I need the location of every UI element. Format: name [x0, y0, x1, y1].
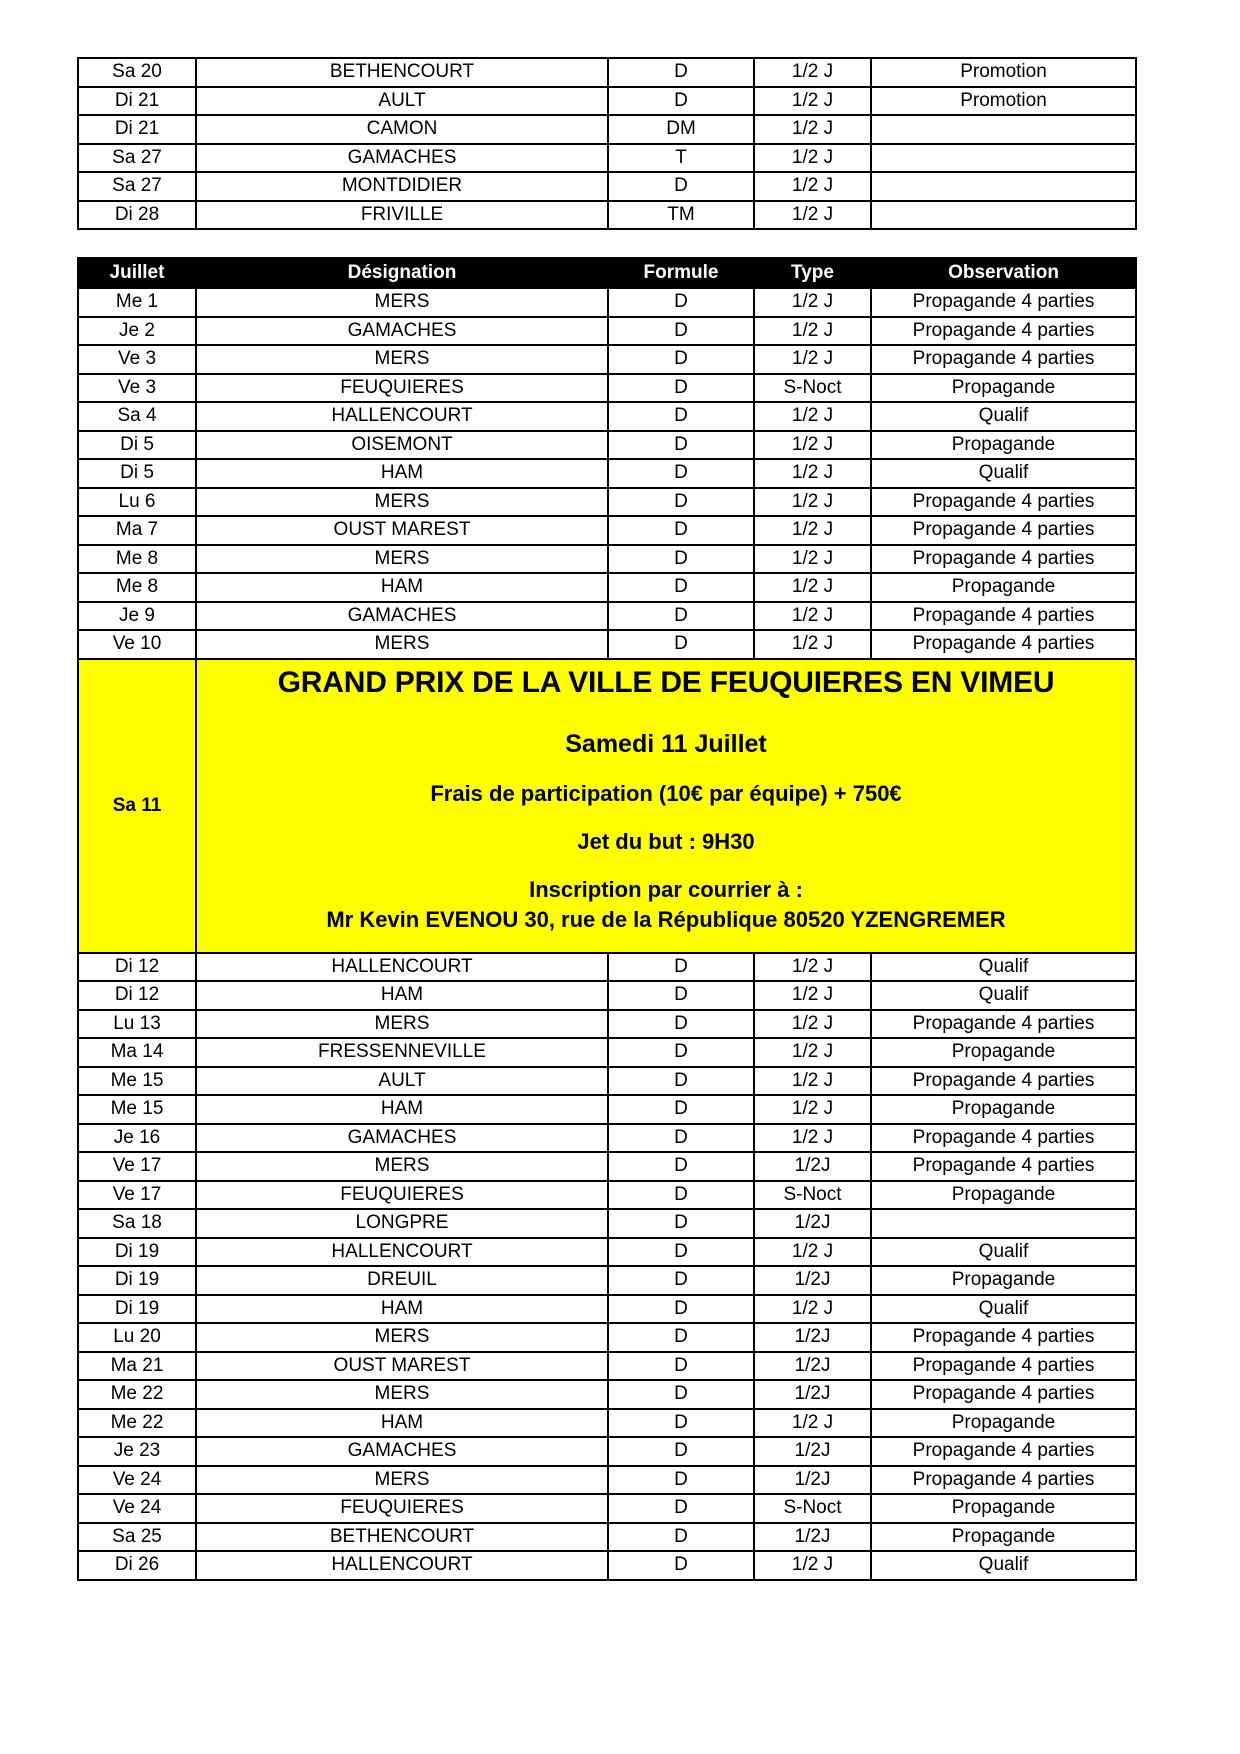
cell-formule: D	[608, 1038, 754, 1067]
table-row	[78, 630, 1136, 659]
cell-observation: Propagande 4 parties	[871, 545, 1136, 574]
cell-type: 1/2 J	[754, 981, 871, 1010]
cell-formule: D	[608, 1494, 754, 1523]
cell-type: 1/2 J	[754, 402, 871, 431]
cell-designation: OISEMONT	[196, 431, 608, 460]
cell-date: Me 15	[78, 1067, 196, 1096]
cell-observation: Propagande 4 parties	[871, 317, 1136, 346]
cell-type: 1/2J	[754, 1437, 871, 1466]
cell-date: Di 12	[78, 953, 196, 982]
july-schedule-table	[77, 257, 1137, 1581]
cell-formule: D	[608, 1523, 754, 1552]
cell-formule: D	[608, 402, 754, 431]
cell-designation: AULT	[196, 87, 608, 116]
table-row	[78, 288, 1136, 317]
table-row	[78, 345, 1136, 374]
cell-observation: Propagande 4 parties	[871, 1380, 1136, 1409]
cell-type: 1/2 J	[754, 58, 871, 87]
cell-formule: D	[608, 1466, 754, 1495]
cell-type: 1/2 J	[754, 459, 871, 488]
cell-designation: GAMACHES	[196, 602, 608, 631]
cell-date: Sa 27	[78, 144, 196, 173]
cell-type: 1/2 J	[754, 516, 871, 545]
cell-designation: MERS	[196, 345, 608, 374]
cell-observation: Propagande 4 parties	[871, 1152, 1136, 1181]
cell-designation: AULT	[196, 1067, 608, 1096]
cell-type: 1/2 J	[754, 87, 871, 116]
cell-formule: D	[608, 1095, 754, 1124]
cell-type: S-Noct	[754, 1181, 871, 1210]
table-row	[78, 1209, 1136, 1238]
cell-formule: D	[608, 1266, 754, 1295]
grand-prix-date: Sa 11	[78, 659, 196, 953]
cell-type: 1/2J	[754, 1209, 871, 1238]
table-row	[78, 1181, 1136, 1210]
cell-observation: Propagande 4 parties	[871, 1352, 1136, 1381]
table-row	[78, 1238, 1136, 1267]
cell-date: Sa 25	[78, 1523, 196, 1552]
table-row	[78, 317, 1136, 346]
cell-observation: Propagande 4 parties	[871, 1323, 1136, 1352]
cell-designation: FRIVILLE	[196, 201, 608, 230]
cell-designation: MONTDIDIER	[196, 172, 608, 201]
cell-formule: D	[608, 374, 754, 403]
cell-designation: HAM	[196, 981, 608, 1010]
cell-designation: GAMACHES	[196, 1437, 608, 1466]
cell-formule: D	[608, 87, 754, 116]
cell-designation: FRESSENNEVILLE	[196, 1038, 608, 1067]
cell-date: Je 2	[78, 317, 196, 346]
cell-formule: D	[608, 1238, 754, 1267]
cell-formule: D	[608, 288, 754, 317]
cell-designation: GAMACHES	[196, 317, 608, 346]
cell-formule: D	[608, 545, 754, 574]
cell-date: Di 5	[78, 431, 196, 460]
grand-prix-section	[78, 659, 1136, 953]
header-observation: Observation	[871, 258, 1136, 288]
cell-observation: Propagande 4 parties	[871, 630, 1136, 659]
table-row	[78, 1380, 1136, 1409]
cell-date: Di 19	[78, 1266, 196, 1295]
cell-date: Di 19	[78, 1238, 196, 1267]
table-row	[78, 1523, 1136, 1552]
cell-formule: D	[608, 981, 754, 1010]
cell-date: Sa 18	[78, 1209, 196, 1238]
cell-formule: D	[608, 317, 754, 346]
cell-formule: DM	[608, 115, 754, 144]
cell-date: Je 9	[78, 602, 196, 631]
table-row	[78, 1152, 1136, 1181]
cell-formule: D	[608, 58, 754, 87]
cell-date: Me 8	[78, 573, 196, 602]
grand-prix-row	[78, 659, 1136, 953]
cell-formule: D	[608, 1152, 754, 1181]
cell-date: Di 5	[78, 459, 196, 488]
cell-designation: LONGPRE	[196, 1209, 608, 1238]
cell-designation: HALLENCOURT	[196, 1238, 608, 1267]
cell-type: 1/2 J	[754, 288, 871, 317]
cell-observation: Propagande	[871, 1409, 1136, 1438]
cell-date: Me 22	[78, 1380, 196, 1409]
cell-formule: D	[608, 459, 754, 488]
cell-formule: D	[608, 1437, 754, 1466]
cell-observation: Propagande 4 parties	[871, 345, 1136, 374]
grand-prix-details	[196, 659, 1136, 953]
cell-observation: Promotion	[871, 58, 1136, 87]
cell-observation: Qualif	[871, 402, 1136, 431]
grand-prix-fees: Frais de participation (10€ par équipe) + 750€	[430, 780, 902, 806]
cell-type: S-Noct	[754, 374, 871, 403]
cell-observation: Propagande 4 parties	[871, 488, 1136, 517]
cell-type: 1/2 J	[754, 144, 871, 173]
table-row	[78, 1067, 1136, 1096]
cell-observation: Qualif	[871, 981, 1136, 1010]
cell-designation: HALLENCOURT	[196, 402, 608, 431]
cell-designation: MERS	[196, 1323, 608, 1352]
table-row	[78, 488, 1136, 517]
table-row	[78, 602, 1136, 631]
cell-observation: Promotion	[871, 87, 1136, 116]
cell-formule: D	[608, 602, 754, 631]
cell-observation	[871, 201, 1136, 230]
cell-date: Sa 4	[78, 402, 196, 431]
cell-type: 1/2 J	[754, 345, 871, 374]
cell-designation: OUST MAREST	[196, 516, 608, 545]
table-row	[78, 1466, 1136, 1495]
cell-type: 1/2 J	[754, 630, 871, 659]
july-rows-after-grand-prix	[78, 953, 1136, 1580]
cell-observation	[871, 172, 1136, 201]
cell-formule: D	[608, 630, 754, 659]
cell-designation: HAM	[196, 1295, 608, 1324]
cell-observation: Propagande	[871, 374, 1136, 403]
cell-date: Me 22	[78, 1409, 196, 1438]
cell-formule: D	[608, 1067, 754, 1096]
header-month: Juillet	[78, 258, 196, 288]
cell-designation: MERS	[196, 288, 608, 317]
cell-designation: MERS	[196, 1380, 608, 1409]
cell-type: 1/2 J	[754, 1095, 871, 1124]
cell-formule: D	[608, 1010, 754, 1039]
header-designation: Désignation	[196, 258, 608, 288]
cell-observation: Propagande	[871, 1095, 1136, 1124]
cell-designation: BETHENCOURT	[196, 58, 608, 87]
cell-type: 1/2 J	[754, 573, 871, 602]
cell-type: 1/2 J	[754, 317, 871, 346]
table-row	[78, 545, 1136, 574]
june-schedule-table	[77, 57, 1137, 230]
cell-designation: CAMON	[196, 115, 608, 144]
cell-type: 1/2J	[754, 1352, 871, 1381]
cell-formule: D	[608, 953, 754, 982]
cell-type: 1/2 J	[754, 545, 871, 574]
cell-date: Lu 13	[78, 1010, 196, 1039]
cell-observation	[871, 1209, 1136, 1238]
cell-type: 1/2 J	[754, 1551, 871, 1580]
cell-type: 1/2 J	[754, 1124, 871, 1153]
cell-observation: Propagande 4 parties	[871, 1124, 1136, 1153]
cell-date: Lu 20	[78, 1323, 196, 1352]
cell-date: Ve 10	[78, 630, 196, 659]
table-row	[78, 953, 1136, 982]
table-row	[78, 1266, 1136, 1295]
cell-type: 1/2 J	[754, 115, 871, 144]
cell-designation: HAM	[196, 459, 608, 488]
table-row	[78, 1323, 1136, 1352]
cell-designation: MERS	[196, 545, 608, 574]
cell-date: Me 15	[78, 1095, 196, 1124]
table-row	[78, 1352, 1136, 1381]
table-row	[78, 58, 1136, 87]
cell-date: Di 21	[78, 115, 196, 144]
cell-designation: MERS	[196, 1010, 608, 1039]
cell-designation: OUST MAREST	[196, 1352, 608, 1381]
cell-formule: D	[608, 1295, 754, 1324]
table-row	[78, 144, 1136, 173]
cell-type: 1/2 J	[754, 1409, 871, 1438]
cell-type: 1/2 J	[754, 953, 871, 982]
cell-type: 1/2 J	[754, 1010, 871, 1039]
table-row	[78, 1124, 1136, 1153]
cell-type: 1/2 J	[754, 1238, 871, 1267]
cell-date: Di 26	[78, 1551, 196, 1580]
cell-observation: Propagande 4 parties	[871, 602, 1136, 631]
table-row	[78, 1551, 1136, 1580]
cell-observation: Propagande 4 parties	[871, 1010, 1136, 1039]
table-row	[78, 87, 1136, 116]
table-row	[78, 1095, 1136, 1124]
cell-date: Ve 3	[78, 345, 196, 374]
cell-date: Me 1	[78, 288, 196, 317]
cell-type: 1/2J	[754, 1152, 871, 1181]
cell-date: Di 21	[78, 87, 196, 116]
cell-type: 1/2J	[754, 1323, 871, 1352]
cell-formule: D	[608, 1352, 754, 1381]
grand-prix-registration: Inscription par courrier à :	[529, 876, 803, 902]
cell-observation: Propagande	[871, 1266, 1136, 1295]
cell-date: Je 16	[78, 1124, 196, 1153]
cell-type: 1/2 J	[754, 1067, 871, 1096]
table-row	[78, 1295, 1136, 1324]
cell-designation: HALLENCOURT	[196, 953, 608, 982]
cell-formule: D	[608, 573, 754, 602]
cell-observation: Propagande	[871, 431, 1136, 460]
cell-type: 1/2J	[754, 1266, 871, 1295]
cell-date: Ma 14	[78, 1038, 196, 1067]
cell-designation: HAM	[196, 1095, 608, 1124]
grand-prix-start-time: Jet du but : 9H30	[577, 828, 755, 854]
cell-type: 1/2 J	[754, 1038, 871, 1067]
cell-observation: Qualif	[871, 1238, 1136, 1267]
cell-date: Ma 21	[78, 1352, 196, 1381]
cell-designation: FEUQUIERES	[196, 374, 608, 403]
cell-date: Me 8	[78, 545, 196, 574]
table-row	[78, 172, 1136, 201]
cell-formule: D	[608, 1409, 754, 1438]
cell-designation: MERS	[196, 630, 608, 659]
header-type: Type	[754, 258, 871, 288]
table-row	[78, 115, 1136, 144]
table-row	[78, 402, 1136, 431]
cell-type: 1/2 J	[754, 201, 871, 230]
cell-date: Sa 20	[78, 58, 196, 87]
cell-date: Ve 17	[78, 1152, 196, 1181]
cell-observation: Propagande 4 parties	[871, 1067, 1136, 1096]
cell-formule: TM	[608, 201, 754, 230]
cell-formule: D	[608, 1551, 754, 1580]
table-row	[78, 431, 1136, 460]
table-row	[78, 1038, 1136, 1067]
cell-observation: Propagande 4 parties	[871, 288, 1136, 317]
cell-formule: D	[608, 345, 754, 374]
cell-type: 1/2J	[754, 1466, 871, 1495]
cell-type: 1/2 J	[754, 431, 871, 460]
table-row	[78, 1409, 1136, 1438]
table-row	[78, 1437, 1136, 1466]
cell-observation: Qualif	[871, 1295, 1136, 1324]
cell-date: Ve 24	[78, 1466, 196, 1495]
cell-formule: D	[608, 488, 754, 517]
cell-observation: Propagande 4 parties	[871, 1437, 1136, 1466]
cell-observation: Propagande 4 parties	[871, 1466, 1136, 1495]
cell-formule: D	[608, 1323, 754, 1352]
cell-observation	[871, 144, 1136, 173]
cell-formule: D	[608, 516, 754, 545]
cell-designation: MERS	[196, 1152, 608, 1181]
cell-designation: FEUQUIERES	[196, 1181, 608, 1210]
grand-prix-address: Mr Kevin EVENOU 30, rue de la République 80520 YZENGREMER	[326, 906, 1006, 932]
cell-type: 1/2 J	[754, 1295, 871, 1324]
cell-type: 1/2J	[754, 1380, 871, 1409]
cell-formule: D	[608, 1181, 754, 1210]
cell-designation: HAM	[196, 573, 608, 602]
header-formule: Formule	[608, 258, 754, 288]
cell-observation: Qualif	[871, 459, 1136, 488]
table-row	[78, 516, 1136, 545]
cell-type: 1/2J	[754, 1523, 871, 1552]
cell-observation: Propagande	[871, 1038, 1136, 1067]
table-row	[78, 201, 1136, 230]
cell-date: Sa 27	[78, 172, 196, 201]
cell-observation: Qualif	[871, 1551, 1136, 1580]
cell-observation	[871, 115, 1136, 144]
cell-formule: D	[608, 1124, 754, 1153]
cell-date: Ve 24	[78, 1494, 196, 1523]
cell-designation: MERS	[196, 1466, 608, 1495]
cell-designation: MERS	[196, 488, 608, 517]
cell-date: Di 12	[78, 981, 196, 1010]
table-row	[78, 981, 1136, 1010]
cell-date: Di 19	[78, 1295, 196, 1324]
july-rows-before-grand-prix	[78, 288, 1136, 659]
table-row	[78, 459, 1136, 488]
cell-date: Je 23	[78, 1437, 196, 1466]
cell-formule: T	[608, 144, 754, 173]
cell-date: Ma 7	[78, 516, 196, 545]
table-header-row	[78, 258, 1136, 288]
cell-formule: D	[608, 1380, 754, 1409]
cell-type: 1/2 J	[754, 172, 871, 201]
cell-formule: D	[608, 172, 754, 201]
cell-observation: Propagande 4 parties	[871, 516, 1136, 545]
june-schedule-body	[78, 58, 1136, 229]
cell-date: Di 28	[78, 201, 196, 230]
cell-designation: GAMACHES	[196, 1124, 608, 1153]
cell-date: Ve 3	[78, 374, 196, 403]
cell-designation: HAM	[196, 1409, 608, 1438]
cell-designation: GAMACHES	[196, 144, 608, 173]
cell-observation: Propagande	[871, 1523, 1136, 1552]
cell-designation: FEUQUIERES	[196, 1494, 608, 1523]
cell-designation: BETHENCOURT	[196, 1523, 608, 1552]
grand-prix-subtitle: Samedi 11 Juillet	[565, 729, 767, 758]
cell-formule: D	[608, 431, 754, 460]
cell-date: Lu 6	[78, 488, 196, 517]
cell-type: S-Noct	[754, 1494, 871, 1523]
table-row	[78, 374, 1136, 403]
cell-type: 1/2 J	[754, 488, 871, 517]
cell-designation: HALLENCOURT	[196, 1551, 608, 1580]
table-row	[78, 1494, 1136, 1523]
cell-formule: D	[608, 1209, 754, 1238]
table-row	[78, 573, 1136, 602]
cell-observation: Qualif	[871, 953, 1136, 982]
cell-observation: Propagande	[871, 1181, 1136, 1210]
cell-type: 1/2 J	[754, 602, 871, 631]
cell-designation: DREUIL	[196, 1266, 608, 1295]
table-row	[78, 1010, 1136, 1039]
grand-prix-title: GRAND PRIX DE LA VILLE DE FEUQUIERES EN VIMEU	[277, 665, 1055, 699]
cell-observation: Propagande	[871, 1494, 1136, 1523]
cell-observation: Propagande	[871, 573, 1136, 602]
cell-date: Ve 17	[78, 1181, 196, 1210]
